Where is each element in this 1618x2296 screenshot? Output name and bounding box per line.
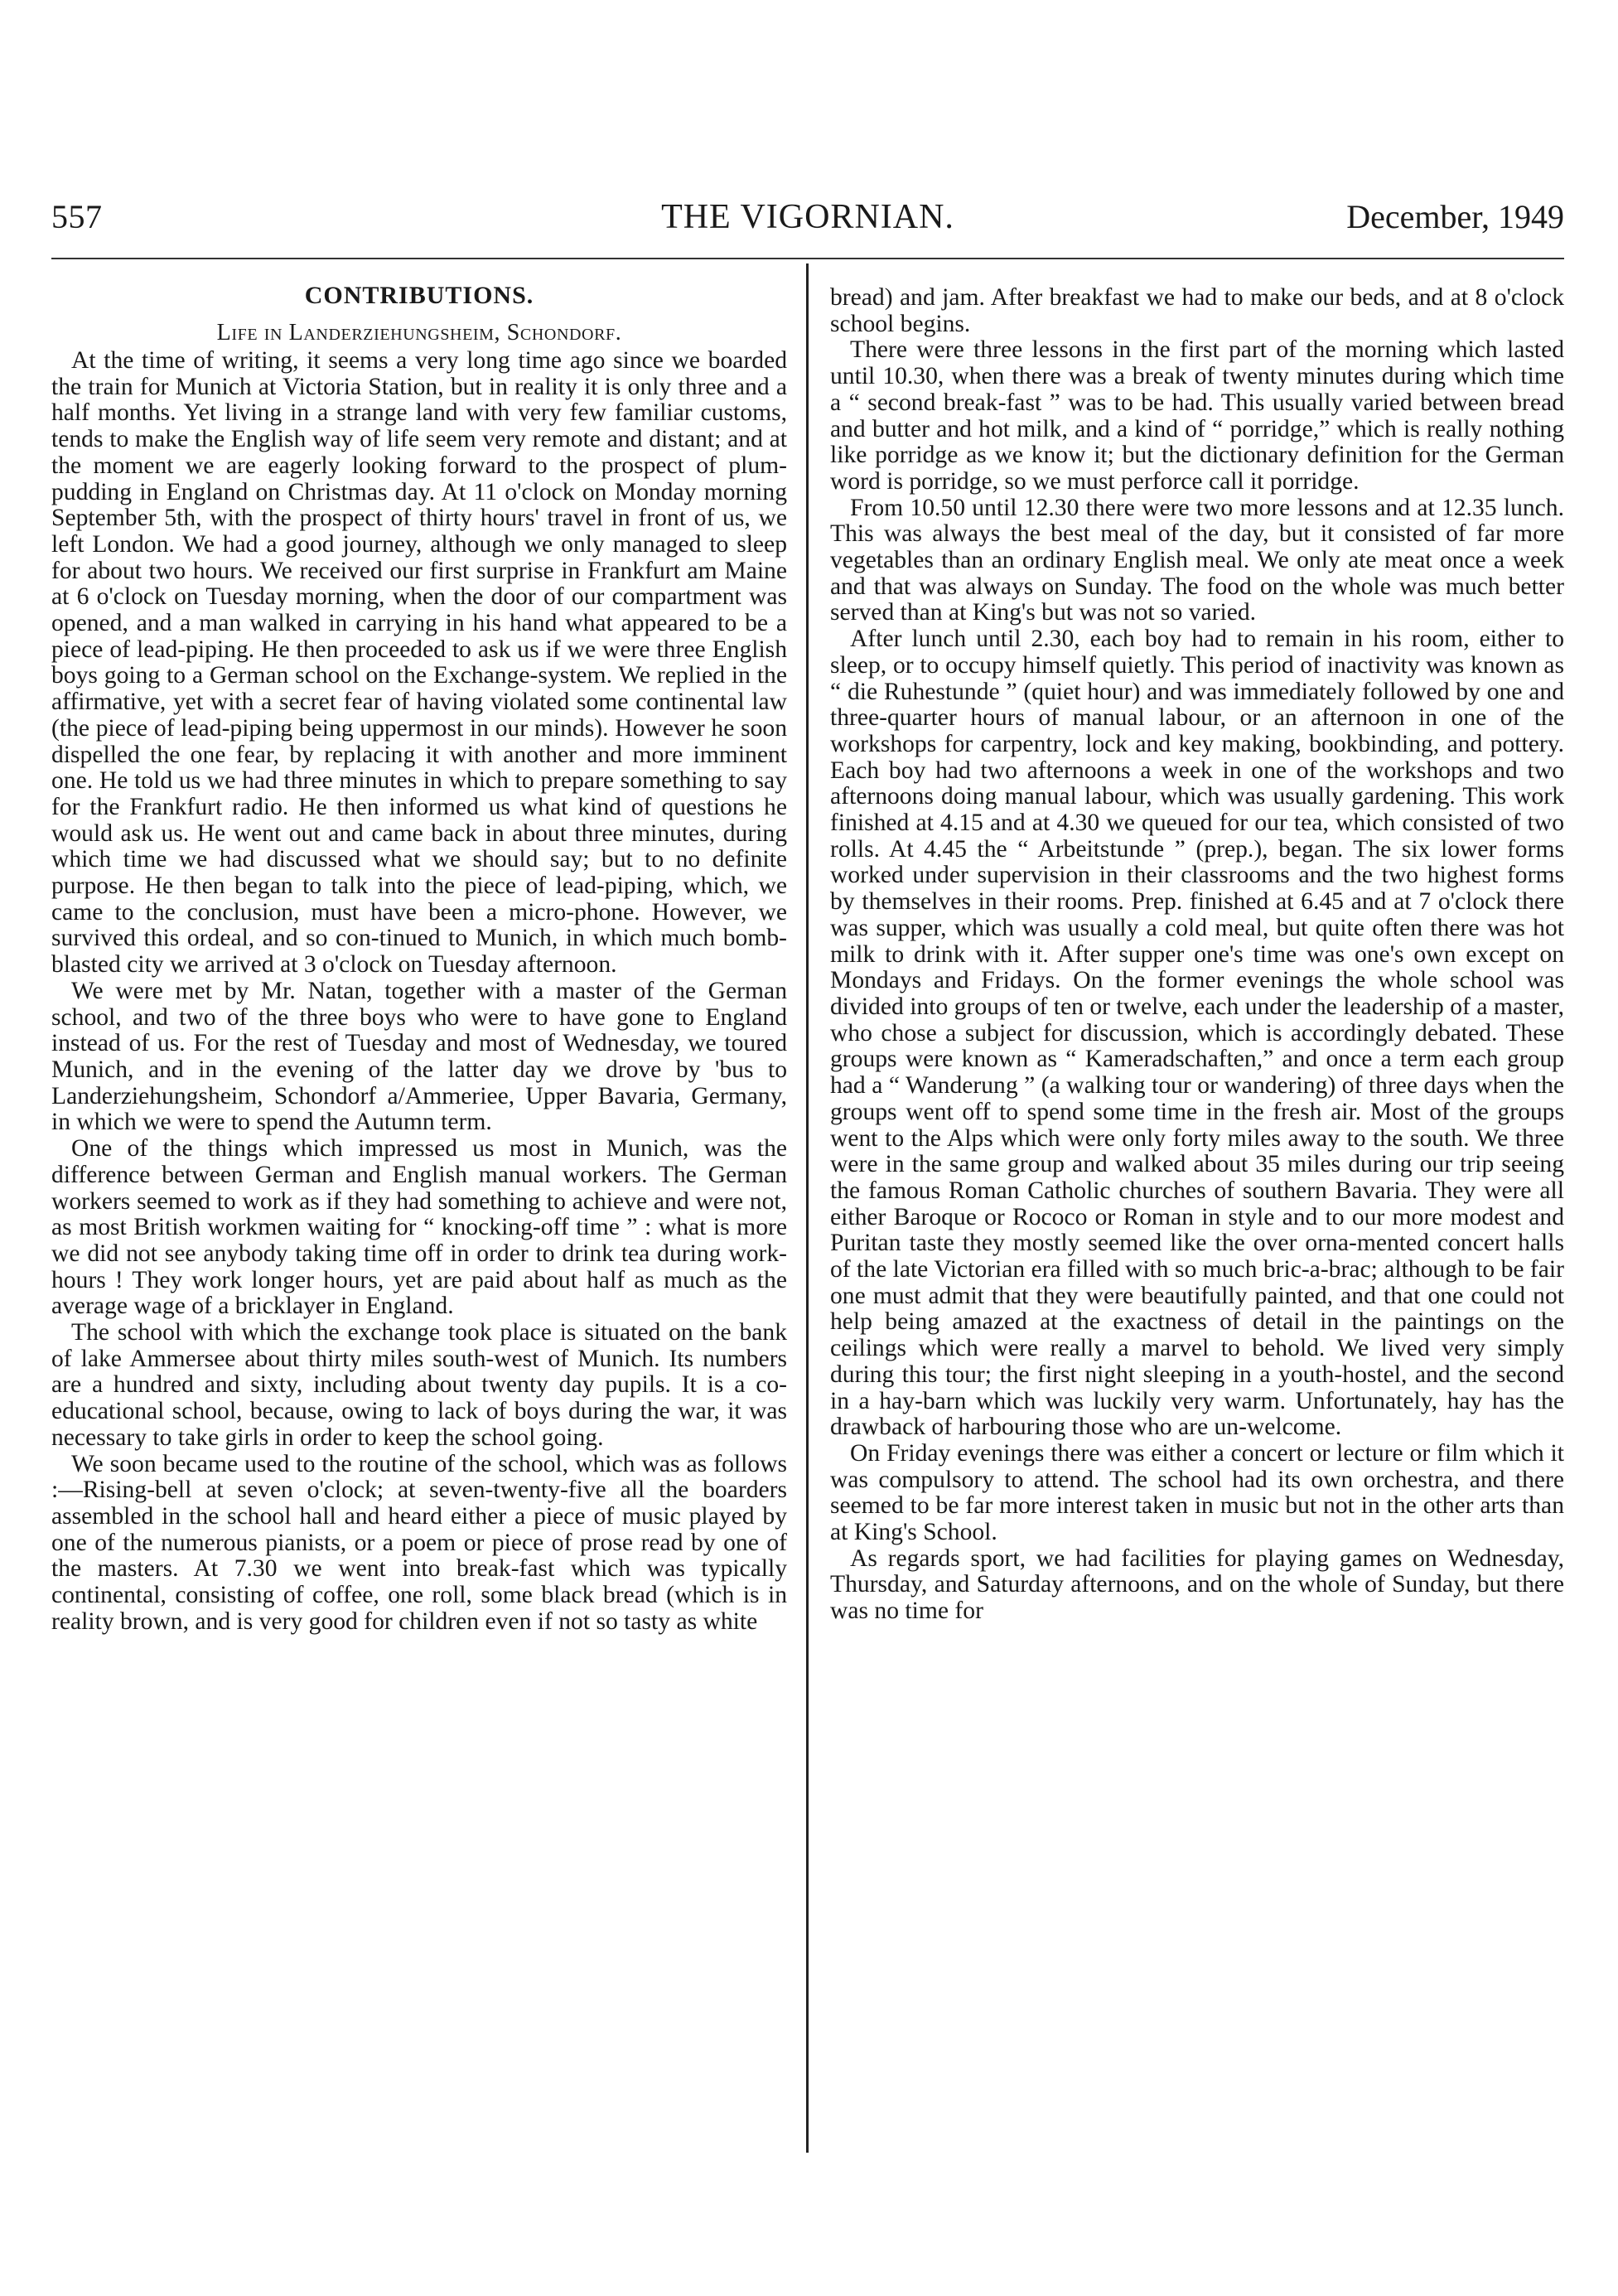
paragraph: On Friday evenings there was either a concert or lecture or film which it was compulsory to attend. The school had its own orchestra, and there seemed to be far more interest taken in music but not in the other arts than at King's School.	[830, 1439, 1564, 1546]
page-number: 557	[51, 198, 103, 235]
issue-date: December, 1949	[1346, 198, 1564, 235]
article-title: Life in Landerziehungsheim, Schondorf.	[216, 320, 622, 346]
paragraph: There were three lessons in the first part of the morning which lasted until 10.30, when there was a break of twenty minutes during which time a “ second break-fast ” was to be had. This usually varied between bread and butter and hot milk, and a kind of “ porridge,” which is really nothing like porridge as we know it; but the dictionary definition for the German word is porridge, so we must perforce call it porridge.	[830, 336, 1564, 495]
paragraph: One of the things which impressed us most in Munich, was the difference between German and English manual workers. The German workers seemed to work as if they had something to achieve and were not, as most British workmen waiting for “ knocking-off time ” : what is more we did not see anybody taking time off in order to drink tea during work-hours ! They work longer hours, yet are paid about half as much as the average wage of a bricklayer in England.	[51, 1135, 787, 1320]
publication-title: THE VIGORNIAN.	[661, 198, 954, 236]
header-divider	[51, 258, 1564, 259]
paragraph: We were met by Mr. Natan, together with a master of the German school, and two of the three boys who were to have gone to England instead of us. For the rest of Tuesday and most of Wednesday, we toured Munich, and in the evening of the latter day we drove by 'bus to Landerziehungsheim, Schondorf a/Ammeriee, Upper Bavaria, Germany, in which we were to spend the Autumn term.	[51, 977, 787, 1136]
paragraph: The school with which the exchange took place is situated on the bank of lake Ammersee about thirty miles south-west of Munich. Its numbers are a hundred and sixty, including about twenty day pupils. It is a co-educational school, because, owing to lack of boys during the war, it was necessary to take girls in order to keep the school going.	[51, 1319, 787, 1451]
paragraph: As regards sport, we had facilities for playing games on Wednesday, Thursday, and Saturday afternoons, and on the whole of Sunday, but there was no time for	[830, 1544, 1564, 1625]
paragraph: At the time of writing, it seems a very long time ago since we boarded the train for Munich at Victoria Station, but in reality it is only three and a half months. Yet living in a strange land with very few familiar customs, tends to make the English way of life seem very remote and distant; and at the moment we are eagerly looking forward to the prospect of plum-pudding in England on Christmas day. At 11 o'clock on Monday morning September 5th, with the prospect of thirty hours' travel in front of us, we left London. We had a good journey, although we only managed to sleep for about two hours. We received our first surprise in Frankfurt am Maine at 6 o'clock on Tuesday morning, when the door of our compartment was opened, and a man walked in carrying in his hand what appeared to be a piece of lead-piping. He then proceeded to ask us if we were three English boys going to a German school on the Exchange-system. We replied in the affirmative, yet with a secret fear of having violated some continental law (the piece of lead-piping being uppermost in our minds). However he soon dispelled the one fear, by replacing it with another and more imminent one. He told us we had three minutes in which to prepare something to say for the Frankfurt radio. He then informed us what kind of questions he would ask us. He went out and came back in about three minutes, during which time we had discussed what we should say; but to no definite purpose. He then began to talk into the piece of lead-piping, which, we came to the conclusion, must have been a micro-phone. However, we survived this ordeal, and so con-tinued to Munich, in which much bomb-blasted city we arrived at 3 o'clock on Tuesday afternoon.	[51, 347, 787, 979]
paragraph-continued: bread) and jam. After breakfast we had to make our beds, and at 8 o'clock school begins.	[830, 284, 1564, 337]
paragraph: We soon became used to the routine of the school, which was as follows :—Rising-bell at seven o'clock; at seven-twenty-five all the boarders assembled in the school hall and heard either a piece of music played by one of the numerous pianists, or a poem or piece of prose read by one of the masters. At 7.30 we went into break-fast which was typically continental, consisting of coffee, one roll, some black bread (which is in reality brown, and is very good for children even if not so tasty as white	[51, 1450, 787, 1635]
page-header	[51, 197, 1564, 247]
right-column	[830, 285, 1564, 1625]
paragraph: After lunch until 2.30, each boy had to remain in his room, either to sleep, or to occupy himself quietly. This period of inactivity was known as “ die Ruhestunde ” (quiet hour) and was immediately followed by one and three-quarter hours of manual labour, or an afternoon in one of the workshops for carpentry, lock and key making, bookbinding, and pottery. Each boy had two afternoons a week in one of the workshops and two afternoons doing manual labour, which was usually gardening. This work finished at 4.15 and at 4.30 we queued for our tea, which consisted of two rolls. At 4.45 the “ Arbeitstunde ” (prep.), began. The six lower forms worked under supervision in their classrooms and the two highest forms by themselves in their rooms. Prep. finished at 6.45 and at 7 o'clock there was supper, which was usually a cold meal, but quite often there was hot milk to drink with it. After supper one's time was one's own except on Mondays and Fridays. On the former evenings the whole school was divided into groups of ten or twelve, each under the leadership of a master, who chose a subject for discussion, which is accordingly debated. These groups were known as “ Kameradschaften,” and once a term each group had a “ Wanderung ” (a walking tour or wandering) of three days when the groups went off to spend some time in the fresh air. Most of the groups went to the Alps which were only forty miles away to the south. We three were in the same group and walked about 35 miles during our trip seeing the famous Roman Catholic churches of southern Bavaria. They were all either Baroque or Rococo or Roman in style and to our more modest and Puritan taste they mostly seemed like the over orna-mented concert halls of the late Victorian era filled with so much bric-a-brac; although to be fair one must admit that they were beautifully painted, and that one could not help being amazed at the exactness of detail in the paintings on the ceilings which were really a marvel to behold. We lived very simply during this tour; the first night sleeping in a youth-hostel, and the second in a hay-barn which was luckily very warm. Unfortunately, hay has the drawback of harbouring those who are un-welcome.	[830, 626, 1564, 1441]
column-divider	[806, 263, 809, 2153]
left-column	[51, 282, 787, 1635]
paragraph: From 10.50 until 12.30 there were two more lessons and at 12.35 lunch. This was always the best meal of the day, but it consisted of far more vegetables than an ordinary English meal. We only ate meat once a week and that was always on Sunday. The food on the whole was much better served than at King's but was not so varied.	[830, 494, 1564, 626]
section-heading: CONTRIBUTIONS.	[304, 282, 534, 309]
